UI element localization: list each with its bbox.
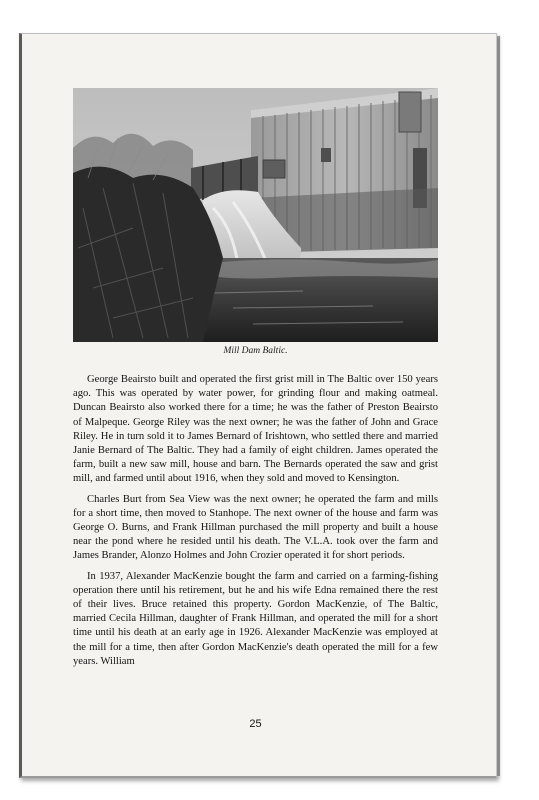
paragraph: George Beairsto built and operated the first grist mill in The Baltic over 150 years ago. This was operated by water power, for grinding flour and making oatmeal. Duncan Beairsto also worked there for a time; he was the father of Preston Beairsto of Malpeque. George Riley was the next owner; he was the father of John and Grace Riley. He in turn sold it to James Bernard of Irishtown, who settled there and married Janie Bernard of The Baltic. They had a family of eight children. James operated the farm, built a new saw mill, house and barn. The Bernards operated the saw and grist mill, and farmed until about 1916, when they sold and moved to Kensington. [73,374,438,485]
page-number: 25 [249,718,262,730]
photo-caption: Mill Dam Baltic. [223,346,288,356]
article-body [73,373,438,675]
paragraph: Charles Burt from Sea View was the next owner; he operated the farm and mills for a short time, then moved to Stanhope. The next owner of the house and farm was George O. Burns, and Frank Hillman purchased the mill property and built a house near the pond where he resided until his death. The V.L.A. took over the farm and James Brander, Alonzo Holmes and John Crozier operated it for short periods. [73,493,438,562]
paragraph: In 1937, Alexander MacKenzie bought the farm and carried on a farming-fishing operation there until his retirement, but he and his wife Edna remained there the rest of their lives. Bruce retained this property. Gordon MacKenzie, of The Baltic, married Cecila Hillman, daughter of Frank Hillman, and operated the mill for a short time until his death at an early age in 1926. Alexander MacKenzie was employed at the mill for a time, then after Gordon MacKenzie's death operated the mill for a few years. William [73,570,438,667]
mill-dam-photo [73,88,438,342]
